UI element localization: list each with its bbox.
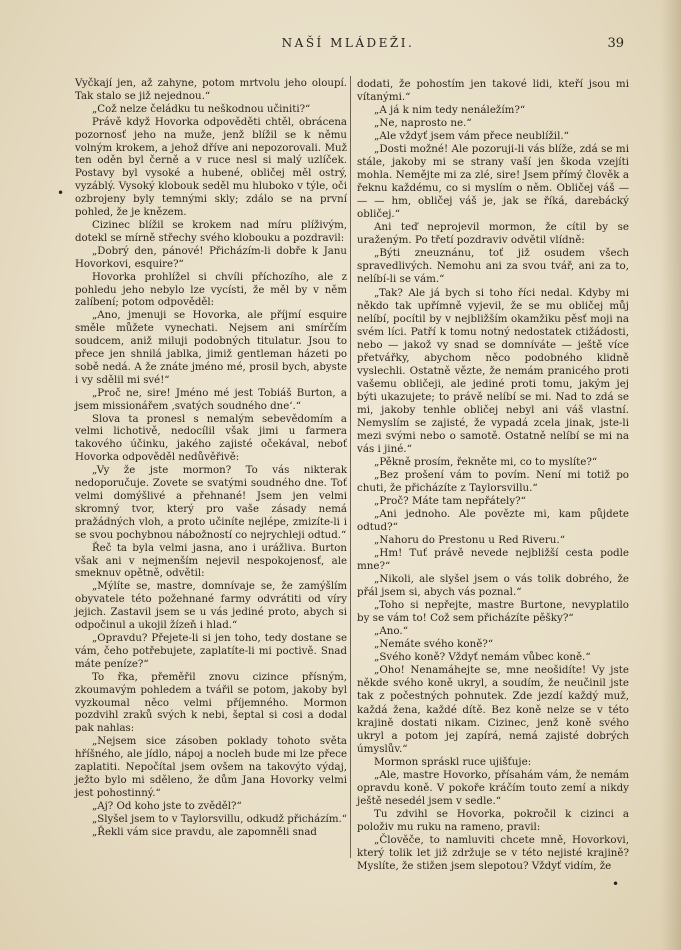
paragraph: „Mýlíte se, mastre, domnívaje se, že zamýšlím obyvatele této požehnané farmy odvrátiti od víry jejich. Zastavil jsem se u vás jediné proto, abych si odpočinul a ukojil žízeň i hlad.“ [75, 581, 347, 632]
paragraph: Cizinec blížil se krokem nad míru plíživým, dotekl se mírně střechy svého klobouku a pozdravil: [75, 219, 347, 244]
paragraph: Hovorka prohlížel si chvíli příchozího, ale z pohledu jeho nebylo lze vycísti, že měl by v něm zalíbení; potom odpověděl: [75, 271, 347, 309]
left-column [75, 78, 347, 839]
column-rule [350, 76, 351, 858]
paragraph: „Aj? Od koho jste to zvěděl?“ [92, 800, 242, 812]
page-number: 39 [607, 36, 624, 51]
page-edge-shadow [661, 0, 681, 950]
paragraph: Vyčkají jen, až zahyne, potom mrtvolu jeho oloupí. Tak stalo se již nejednou.“ [75, 78, 347, 102]
paragraph: „Býti zneuznánu, toť již osudem všech spravedlivých. Nemohu ani za svou tvář, ani za to, nelíbí-li se vám.“ [357, 247, 629, 286]
paragraph: „Proč? Máte tam nepřátely?“ [374, 495, 526, 507]
paragraph: „Člověče, to namluviti chcete mně, Hovorkovi, který tolik let již zdržuje se v této nejisté krajině? Myslíte, že stižen jsem slepotou? Vždyť vidím, že [357, 833, 629, 872]
paragraph: „Svého koně? Vždyť nemám vůbec koně.“ [374, 651, 591, 664]
paragraph: „Ale, mastre Hovorko, přísahám vám, že nemám opravdu koně. V pokoře kráčím touto zemí a nikdy ještě nesedél jsem v sedle.“ [357, 768, 629, 807]
paragraph: Řeč ta byla velmi jasna, ano i urážliva. Burton však ani v nejmenším nejevil nespokojenosť, ale smeknuv opětně, odvětil: [75, 542, 347, 580]
paragraph: „Ani jednoho. Ale povězte mi, kam půjdete odtud?“ [357, 508, 629, 534]
paragraph: To řka, přeměřil znovu cizince přísným, zkoumavým pohledem a tvářil se potom, jakoby byl vyzkoumal něco velmi příjemného. Mormon pozdvihl zraků svých k nebi, šeptal si cosi a dodal pak nahlas: [75, 671, 347, 735]
paragraph: „Pěkně prosím, řekněte mi, co to myslíte?“ [374, 455, 598, 468]
paragraph: dodati, že pohostím jen takové lidi, kteří jsou mi vítanými.“ [357, 78, 629, 104]
paragraph: „Bez prošení vám to povím. Není mi totiž po chuti, že přicházíte z Taylorsvillu.“ [357, 468, 629, 494]
paragraph: „Ano.“ [374, 625, 408, 638]
margin-dot-mark: • [57, 186, 65, 200]
page-header [72, 36, 624, 56]
paragraph: „Opravdu? Přejete-li si jen toho, tedy dostane se vám, čeho potřebujete, zaplatíte-li mi poctivě. Snad máte peníze?“ [75, 632, 347, 670]
paragraph: „Slyšel jsem to v Taylorsvillu, odkudž přicházím.“ [92, 813, 347, 825]
paragraph: „Dobrý den, pánové! Přicházím-li dobře k Janu Hovorkovi, esquire?“ [75, 245, 347, 270]
paragraph: „Ale vždyť jsem vám přece neublížil.“ [374, 130, 569, 143]
paragraph: „Dosti možné! Ale pozoruji-li vás blíže, zdá se mi stále, jakoby mi se strany vaší jen škoda vzejíti mohla. Nemějte mi za zlé, sire! Jsem přímý člověk a řeknu každému, co si myslím o něm. Obličej váš — — — hm, obličej váš je, jak se říká, darebácký obličej.“ [357, 143, 629, 221]
paragraph: Ani teď neprojevil mormon, že cítil by se uraženým. Po třetí pozdraviv odvětil vlídně: [357, 221, 629, 247]
paragraph: „Hm! Tuť právě nevede nejbližší cesta podle mne?“ [357, 547, 629, 573]
paragraph: Slova ta pronesl s nemalým sebevědomím a velmi lichotivě, nedocílil však jimi u farmera takového účinku, jakého zajisté očekával, neboť Hovorka odpověděl nedůvěřivě: [75, 413, 347, 464]
paragraph: „Oho! Nenamáhejte se, mne neošidíte! Vy jste někde svého koně ukryl, a soudím, že neučinil jste tak z počestných pohnutek. Zde jezdí každý muž, každá žena, každé dítě. Bez koně nelze se v této krajině dostati nikam. Cizinec, jenž koně svého ukryl a potom jej zapírá, nemá zajisté dobrých úmyslův.“ [357, 664, 629, 755]
paragraph: „A já k nim tedy nenáležím?“ [374, 104, 526, 117]
paragraph: „Nejsem sice zásoben poklady tohoto světa hříšného, ale jídlo, nápoj a nocleh bude mi lze přece zaplatiti. Nepočítal jsem ovšem na takovýto výdaj, ježto bylo mi sděleno, že dům Jana Hovorky velmi jest pohostinný.“ [75, 736, 347, 799]
paragraph: „Toho si nepřejte, mastre Burtone, nevyplatilo by se vám to! Což sem přicházíte pěšky?“ [357, 599, 629, 625]
paragraph: „Vy že jste mormon? To vás nikterak nedoporučuje. Zovete se svatými soudného dne. Toť velmi domýšlivé a přehnané! Jsem jen velmi skromný tvor, který pro vaše zásady nemá pražádných vloh, a proto učiníte nejlépe, zmizíte-li i se svou pochybnou nábožností co nejrychleji odtud.“ [75, 465, 347, 541]
paragraph: „Proč ne, sire! Jméno mé jest Tobiáš Burton, a jsem missionářem ‚svatých soudného dne‘.“ [75, 387, 347, 412]
paragraph: „Nemáte svého koně?“ [374, 638, 494, 651]
paragraph: „Nahoru do Prestonu u Red Riveru.“ [374, 534, 565, 547]
paragraph: „Nikoli, ale slyšel jsem o vás tolik dobrého, že přál jsem si, abych vás poznal.“ [357, 573, 629, 599]
paragraph: „Ano, jmenuji se Hovorka, ale příjmí esquire směle můžete vynechati. Nejsem ani smírčím soudcem, aniž miluji podobných titulatur. Jsou to přece jen shnilá jablka, jimiž gentleman házeti po sobě nedá. A že znáte jméno mé, prosil bych, abyste i vy sdělil mi své!“ [75, 310, 347, 386]
paragraph: „Řekli vám sice pravdu, ale zapomněli snad [92, 826, 317, 838]
running-title: NAŠÍ MLÁDEŽI. [281, 36, 415, 50]
paragraph: Tu zdvihl se Hovorka, pokročil k cizinci a položiv mu ruku na rameno, pravil: [357, 807, 629, 833]
bottom-dot-mark: • [612, 877, 620, 891]
paragraph: Právě když Hovorka odpověděti chtěl, obrácena pozornosť jeho na muže, jenž blížil se k němu volným krokem, a jehož dříve ani nepozorovali. Muž ten oděn byl černě a v ruce nesl si malý uzlíček. Postavy byl vysoké a hubené, obličej měl ostrý, vyzáblý. Vysoký klobouk seděl mu hluboko v týle, oči ozbrojeny byly temnými skly; zdálo se na první pohled, že je knězem. [75, 116, 347, 219]
right-column [357, 78, 629, 873]
paragraph: Mormon spráskl ruce ujišťuje: [374, 755, 532, 768]
paragraph: „Ne, naprosto ne.“ [374, 117, 472, 130]
paragraph: „Tak? Ale já bych si toho říci nedal. Kdyby mi někdo tak upřímně vyjevil, že se mu obličej můj nelíbí, pocítil by v nejbližším okamžiku pěsť moji na svém líci. Patří k tomu notný nedostatek ctižádosti, nebo — jakož vy snad se domníváte — ještě více přetvářky, abychom něco podobného klidně vyslechli. Ostatně vězte, že nemám pranicého proti vašemu obličeji, ale jediné proti tomu, jakým jej býti ukazujete; to právě nelíbí se mi. Nad to zdá se mi, jakoby tenhle obličej nebyl ani váš vlastní. Nemyslím se zajisté, že vypadá zcela jinak, jste-li mezi svými nebo o samotě. Ostatně nelíbí se mi na vás i jiné.“ [357, 286, 629, 455]
paragraph: „Což nelze čeládku tu neškodnou učiniti?“ [92, 103, 311, 115]
